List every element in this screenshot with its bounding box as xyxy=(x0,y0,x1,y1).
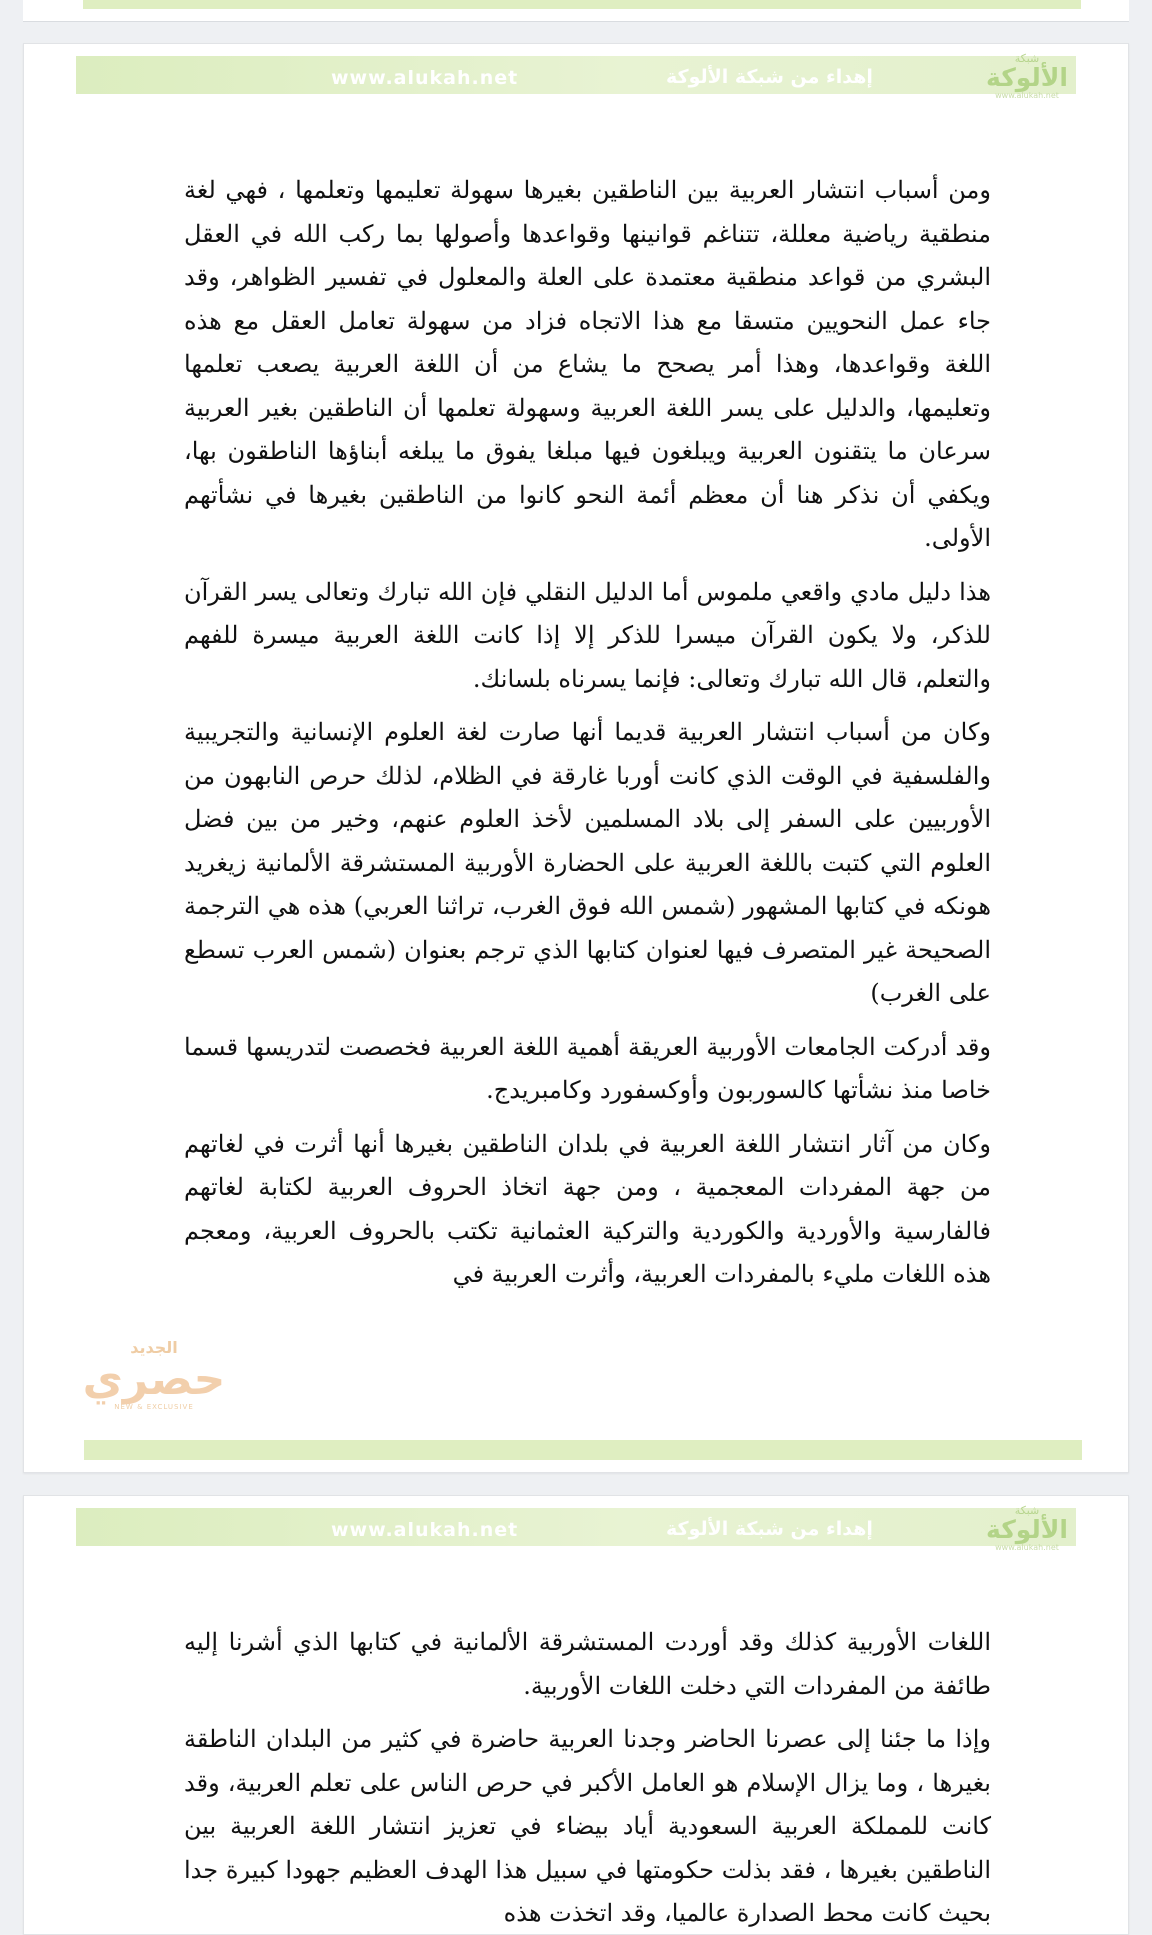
paragraph: ومن أسباب انتشار العربية بين الناطقين بغيرها سهولة تعليمها وتعلمها ، فهي لغة منطقية رياضية معللة، تتناغم قوانينها وقواعدها وأصولها بما ركب الله في العقل البشري من قواعد منطقية معتمدة على العلة والمعلول في تفسير الظواهر، وقد جاء عمل النحويين متسقا مع هذا الاتجاه فزاد من سهولة تعامل العقل مع هذه اللغة وقواعدها، وهذا أمر يصحح ما يشاع من أن اللغة العربية يصعب تعلمها وتعليمها، والدليل على يسر اللغة العربية وسهولة تعلمها أن الناطقين بغير العربية سرعان ما يتقنون العربية ويبلغون فيها مبلغا يفوق ما يبلغه أبناؤها الناطقون بها، ويكفي أن نذكر هنا أن معظم أئمة النحو كانوا من الناطقين بغيرها في نشأتهم الأولى. xyxy=(184,176,991,552)
header-tagline: إهداء من شبكة الألوكة xyxy=(666,1518,873,1540)
new-exclusive-watermark xyxy=(82,1314,226,1434)
page-footer-band xyxy=(84,1440,1082,1460)
watermark-bottom-text: NEW & EXCLUSIVE xyxy=(114,1402,194,1411)
logo-small-text: شبكة xyxy=(1014,1503,1040,1517)
page-body-text xyxy=(184,169,991,1307)
header-url[interactable]: www.alukah.net xyxy=(331,1519,519,1541)
header-tagline: إهداء من شبكة الألوكة xyxy=(666,66,873,88)
page-body-text xyxy=(184,1621,991,1935)
paragraph: وكان من آثار انتشار اللغة العربية في بلدان الناطقين بغيرها أنها أثرت في لغاتهم من جهة المفردات المعجمية ، ومن جهة اتخاذ الحروف العربية لكتابة لغاتهم فالفارسية والأوردية والكوردية والتركية العثمانية تكتب بالحروف العربية، ومعجم هذه اللغات مليء بالمفردات العربية، وأثرت العربية في xyxy=(184,1129,991,1288)
paragraph: وكان من أسباب انتشار العربية قديما أنها صارت لغة العلوم الإنسانية والتجريبية والفلسفية في الوقت الذي كانت أوربا غارقة في الظلام، لذلك حرص النابهون من الأوربيين على السفر إلى بلاد المسلمين لأخذ العلوم عنهم، وخير من بين فضل العلوم التي كتبت باللغة العربية على الحضارة الأوربية المستشرقة الألمانية زيغريد هونكه في كتابها المشهور (شمس الله فوق الغرب، تراثنا العربي) هذه هي الترجمة الصحيحة غير المتصرف فيها لعنوان كتابها الذي ترجم بعنوان (شمس العرب تسطع على الغرب) xyxy=(184,718,992,1007)
paragraph: اللغات الأوربية كذلك وقد أوردت المستشرقة الألمانية في كتابها الذي أشرنا إليه طائفة من المفردات التي دخلت اللغات الأوربية. xyxy=(184,1628,991,1700)
watermark-top-text: الجديد xyxy=(130,1337,178,1357)
document-page-1 xyxy=(23,43,1129,1473)
page-header-band xyxy=(76,1503,1076,1552)
logo-url-text: www.alukah.net xyxy=(995,90,1059,100)
logo-url-text: www.alukah.net xyxy=(995,1542,1059,1552)
watermark-main-text: حصري xyxy=(82,1353,226,1405)
logo-main-text: الألوكة xyxy=(986,62,1068,92)
header-url[interactable]: www.alukah.net xyxy=(331,67,519,89)
alukah-logo xyxy=(968,48,1086,104)
logo-small-text: شبكة xyxy=(1014,51,1040,65)
alukah-logo xyxy=(968,1500,1086,1556)
paragraph: وقد أدركت الجامعات الأوربية العريقة أهمية اللغة العربية فخصصت لتدريسها قسما خاصا منذ نشأتها كالسوربون وأوكسفورد وكامبريدج. xyxy=(184,1032,991,1104)
logo-main-text: الألوكة xyxy=(986,1514,1068,1544)
document-page-2 xyxy=(23,1495,1129,1935)
paragraph: وإذا ما جئنا إلى عصرنا الحاضر وجدنا العربية حاضرة في كثير من البلدان الناطقة بغيرها ، وما يزال الإسلام هو العامل الأكبر في حرص الناس على تعلم العربية، وقد كانت للمملكة العربية السعودية أياد بيضاء في تعزيز انتشار اللغة العربية بين الناطقين بغيرها ، فقد بذلت حكومتها في سبيل هذا الهدف العظيم جهودا كبيرة جدا بحيث كانت محط الصدارة عالميا، وقد اتخذت هذه xyxy=(184,1725,991,1927)
paragraph: هذا دليل مادي واقعي ملموس أما الدليل النقلي فإن الله تبارك وتعالى يسر القرآن للذكر، ولا يكون القرآن ميسرا للذكر إلا إذا كانت اللغة العربية ميسرة للفهم والتعلم، قال الله تبارك وتعالى: فإنما يسرناه بلسانك. xyxy=(184,577,991,693)
page-header-band xyxy=(76,51,1076,100)
previous-page-footer xyxy=(23,0,1129,22)
previous-page-footer-band xyxy=(83,0,1081,9)
